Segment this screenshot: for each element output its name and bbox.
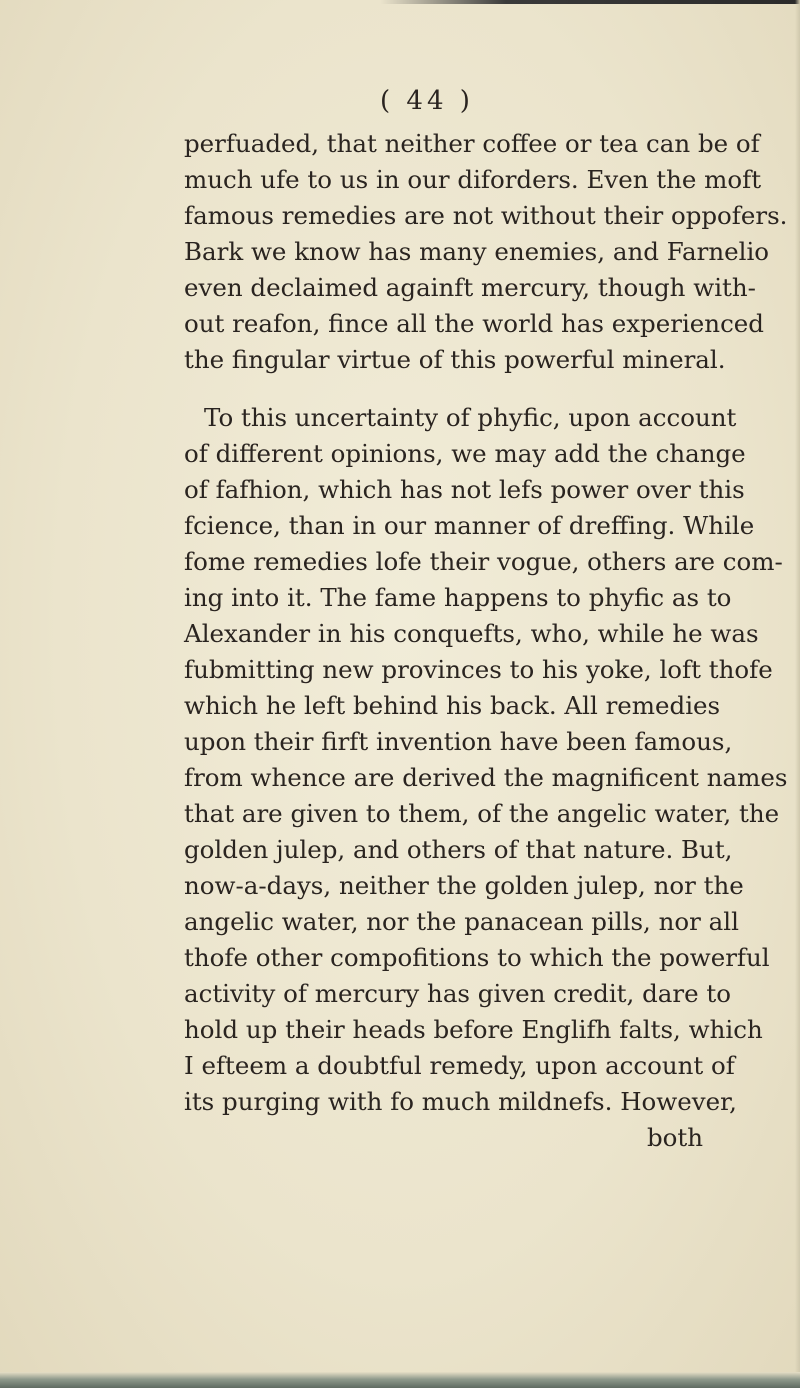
text-line: of different opinions, we may add the change [184,439,746,468]
text-line: angelic water, nor the panacean pills, nor all [184,907,739,936]
text-line: that are given to them, of the angelic water, the [184,799,780,828]
text-line: the fingular virtue of this powerful mineral. [184,345,726,374]
text-line: Alexander in his conquefts, who, while he was [184,619,759,648]
text-line: golden julep, and others of that nature. But, [184,835,733,864]
page-top-edge [380,0,800,4]
text-line: thofe other compofitions to which the powerful [184,943,770,972]
text-line: hold up their heads before Englifh falts, which [184,1015,763,1044]
text-line: fome remedies lofe their vogue, others are com- [184,547,783,576]
catchword: both [647,1123,704,1152]
text-line: out reafon, fince all the world has experienced [184,309,764,338]
text-line: which he left behind his back. All remedies [184,691,721,720]
text-line: much ufe to us in our diforders. Even the moft [184,165,762,194]
text-line: of fafhion, which has not lefs power over this [184,475,745,504]
text-line: even declaimed againft mercury, though with- [184,273,756,302]
text-line: fubmitting new provinces to his yoke, loft thofe [184,655,773,684]
text-line: its purging with fo much mildnefs. However, [184,1087,737,1116]
text-line: famous remedies are not without their oppofers. [184,201,788,230]
text-line: now-a-days, neither the golden julep, nor the [184,871,744,900]
text-line: ing into it. The fame happens to phyfic as to [184,583,732,612]
text-line: from whence are derived the magnificent names [184,763,788,792]
text-line: Bark we know has many enemies, and Farnelio [184,237,770,266]
text-line: To this uncertainty of phyfic, upon account [204,403,737,432]
text-line: perfuaded, that neither coffee or tea can be of [184,129,760,158]
text-line: I efteem a doubtful remedy, upon account of [184,1051,735,1080]
text-line: fcience, than in our manner of dreffing. While [184,511,755,540]
page-right-edge [795,0,800,1388]
text-line: activity of mercury has given credit, dare to [184,979,731,1008]
page-number: ( 44 ) [380,86,474,116]
page-bottom-edge [0,1372,800,1388]
text-line: upon their firft invention have been famous, [184,727,733,756]
